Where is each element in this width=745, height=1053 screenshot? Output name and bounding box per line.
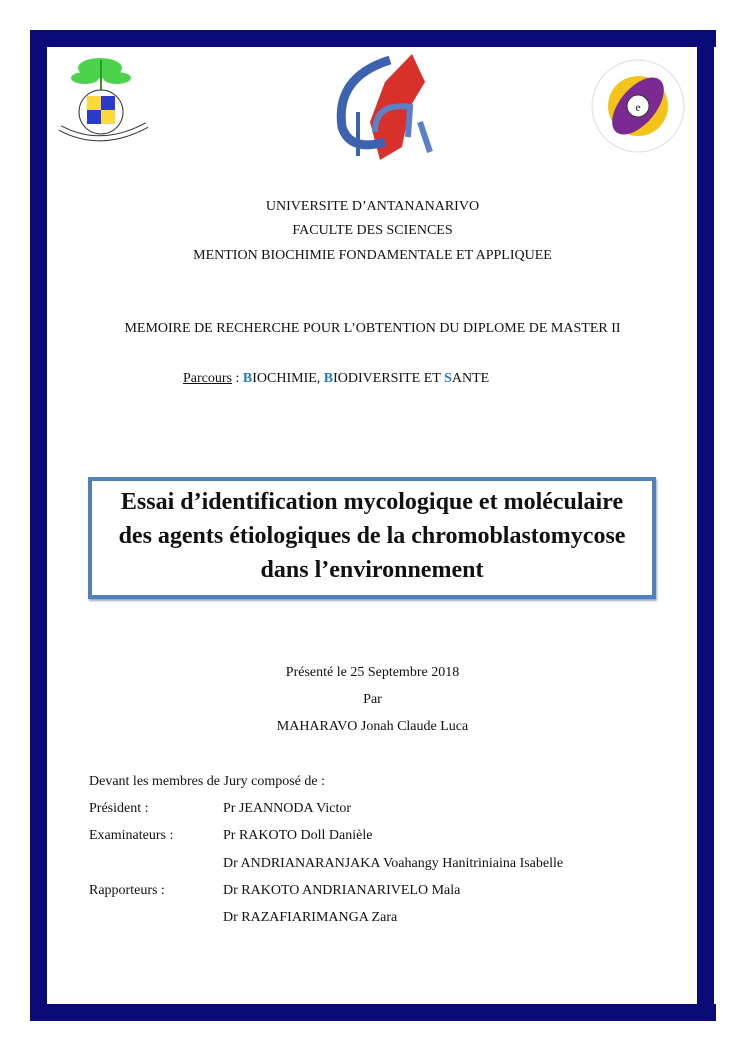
mention-name: MENTION BIOCHIMIE FONDAMENTALE ET APPLIQUEE bbox=[193, 248, 552, 263]
iceg-logo bbox=[330, 52, 440, 165]
thesis-title-line-2: des agents étiologiques de la chromoblastomycose bbox=[118, 523, 626, 549]
parcours-initial-2: B bbox=[323, 371, 334, 386]
presentation-par: Par bbox=[363, 692, 382, 707]
parcours-initial-1: B bbox=[242, 371, 253, 386]
page-border-right bbox=[697, 30, 714, 1021]
svg-text:e: e bbox=[635, 100, 641, 114]
memoire-statement: MEMOIRE DE RECHERCHE POUR L’OBTENTION DU DIPLOME DE MASTER II bbox=[124, 321, 621, 336]
parcours-text-1: IOCHIMIE, bbox=[252, 371, 324, 386]
jury-role: Président : bbox=[89, 801, 149, 816]
page-border-top bbox=[30, 30, 716, 47]
jury-member: Pr JEANNODA Victor bbox=[223, 801, 352, 816]
university-name: UNIVERSITE D’ANTANANARIVO bbox=[265, 199, 480, 214]
parcours-separator: : bbox=[232, 371, 243, 386]
jury-role: Rapporteurs : bbox=[89, 883, 165, 898]
faculty-of-sciences-logo bbox=[590, 58, 686, 159]
thesis-title-line-1: Essai d’identification mycologique et moléculaire bbox=[120, 489, 624, 515]
author-name: MAHARAVO Jonah Claude Luca bbox=[276, 719, 469, 734]
jury-member: Dr RAZAFIARIMANGA Zara bbox=[223, 910, 398, 925]
thesis-title-box bbox=[88, 477, 656, 599]
jury-intro: Devant les membres de Jury composé de : bbox=[89, 774, 325, 789]
university-logo bbox=[55, 50, 165, 150]
jury-role: Examinateurs : bbox=[89, 828, 174, 843]
jury-member: Pr RAKOTO Doll Danièle bbox=[223, 828, 373, 843]
jury-member: Dr ANDRIANARANJAKA Voahangy Hanitriniaina Isabelle bbox=[223, 856, 564, 871]
parcours-label: Parcours bbox=[183, 371, 232, 386]
parcours-text-2: IODIVERSITE ET bbox=[333, 371, 445, 386]
parcours-text-3: ANTE bbox=[451, 371, 490, 386]
page-border-left bbox=[30, 30, 47, 1021]
parcours-line bbox=[183, 371, 489, 387]
thesis-title-line-3: dans l’environnement bbox=[260, 557, 484, 583]
faculty-name: FACULTE DES SCIENCES bbox=[292, 223, 453, 238]
parcours-initial-3: S bbox=[444, 371, 452, 386]
presentation-date: Présenté le 25 Septembre 2018 bbox=[285, 665, 460, 680]
jury-member: Dr RAKOTO ANDRIANARIVELO Mala bbox=[223, 883, 461, 898]
page-border-bottom bbox=[30, 1004, 716, 1021]
